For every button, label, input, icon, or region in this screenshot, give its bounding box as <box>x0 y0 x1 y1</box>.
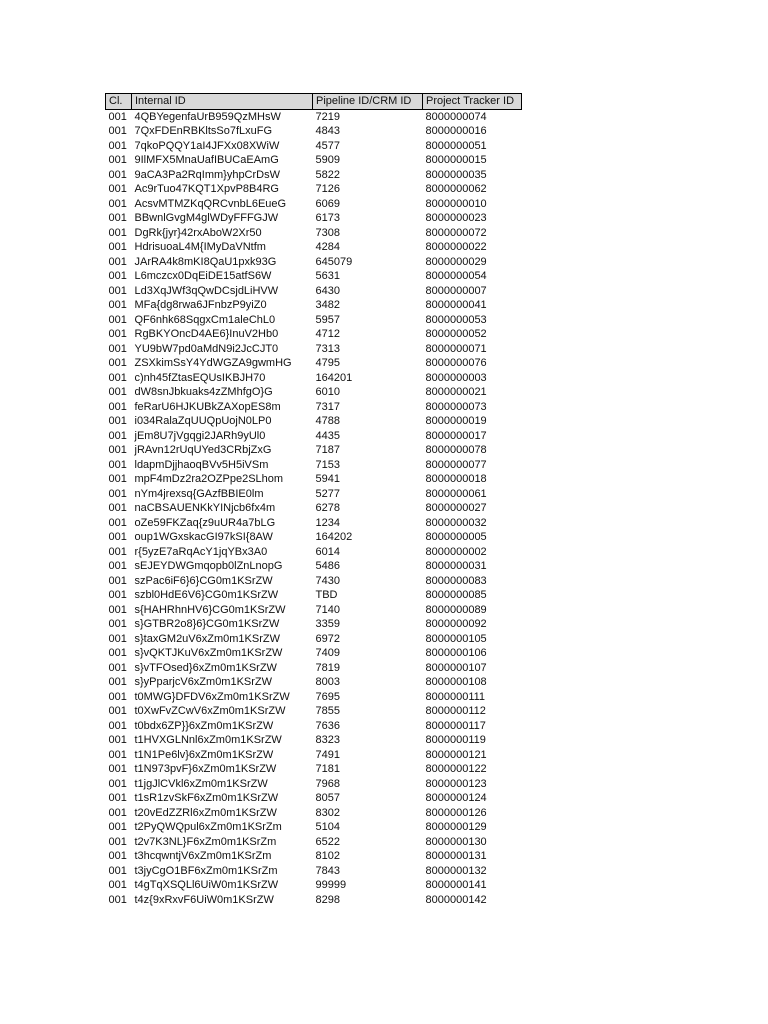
cell-cl: 001 <box>108 560 127 572</box>
table-row <box>106 342 522 357</box>
cell-project-tracker-id: 8000000122 <box>425 763 487 775</box>
cell-pipeline-id: 6972 <box>315 632 340 645</box>
table-row <box>106 139 522 154</box>
cell-cl: 001 <box>108 168 127 181</box>
cell-project-tracker-id: 8000000061 <box>425 487 487 500</box>
cell-pipeline-id: 7409 <box>315 647 340 659</box>
cell-project-tracker-id: 8000000002 <box>425 545 487 558</box>
cell-cl: 001 <box>108 357 127 369</box>
cell-cl: 001 <box>108 212 127 224</box>
cell-internal-id: 9IlMFX5MnaUafIBUCaEAmG <box>134 154 279 166</box>
cell-project-tracker-id: 8000000015 <box>425 154 487 166</box>
table-row <box>106 849 522 864</box>
cell-pipeline-id: 7219 <box>315 110 340 123</box>
cell-internal-id: t3hcqwntjV6xZm0m1KSrZm <box>134 850 272 862</box>
cell-internal-id: 4QBYegenfaUrB959QzMHsW <box>134 110 281 123</box>
cell-cl: 001 <box>108 473 127 485</box>
table-row <box>106 109 522 124</box>
cell-project-tracker-id: 8000000022 <box>425 241 487 253</box>
cell-cl: 001 <box>108 226 127 239</box>
table-row <box>106 124 522 139</box>
cell-project-tracker-id: 8000000023 <box>425 212 487 224</box>
cell-pipeline-id: 645079 <box>315 255 353 268</box>
cell-internal-id: szPac6iF6}6}CG0m1KSrZW <box>134 574 273 587</box>
table-row <box>106 733 522 748</box>
column-header-cl: Cl. <box>106 94 132 110</box>
table-row <box>106 327 522 342</box>
cell-cl: 001 <box>108 342 127 355</box>
cell-project-tracker-id: 8000000111 <box>425 690 486 703</box>
table-row <box>106 574 522 589</box>
cell-project-tracker-id: 8000000017 <box>425 429 487 442</box>
cell-project-tracker-id: 8000000129 <box>425 821 487 833</box>
cell-cl: 001 <box>108 850 127 862</box>
cell-cl: 001 <box>108 110 127 123</box>
cell-internal-id: s}yPparjcV6xZm0m1KSrZW <box>134 676 273 688</box>
cell-pipeline-id: 5941 <box>315 473 340 485</box>
cell-internal-id: jEm8U7jVgqgi2JARh9yUl0 <box>134 429 266 442</box>
cell-internal-id: oZe59FKZaq{z9uUR4a7bLG <box>134 516 276 529</box>
cell-cl: 001 <box>108 516 127 529</box>
cell-internal-id: s}vTFOsed}6xZm0m1KSrZW <box>134 661 277 674</box>
cell-cl: 001 <box>108 284 127 297</box>
cell-internal-id: t1sR1zvSkF6xZm0m1KSrZW <box>134 792 279 804</box>
cell-cl: 001 <box>108 125 127 137</box>
cell-internal-id: DgRk{jyr}42rxAboW2Xr50 <box>134 226 262 239</box>
table-row <box>106 356 522 371</box>
cell-cl: 001 <box>108 835 127 848</box>
cell-cl: 001 <box>108 879 127 891</box>
cell-project-tracker-id: 8000000051 <box>425 139 487 152</box>
cell-project-tracker-id: 8000000112 <box>425 705 486 717</box>
cell-cl: 001 <box>108 603 127 616</box>
cell-project-tracker-id: 8000000027 <box>425 502 487 514</box>
cell-internal-id: AcsvMTMZKqQRCvnbL6EueG <box>134 197 287 210</box>
cell-cl: 001 <box>108 589 127 601</box>
cell-cl: 001 <box>108 748 127 761</box>
table-row <box>106 617 522 632</box>
table-row <box>106 704 522 719</box>
table-row <box>106 487 522 502</box>
cell-project-tracker-id: 8000000083 <box>425 574 487 587</box>
cell-cl: 001 <box>108 705 127 717</box>
cell-pipeline-id: 8298 <box>315 893 340 906</box>
table-row <box>106 284 522 299</box>
cell-project-tracker-id: 8000000018 <box>425 473 487 485</box>
cell-pipeline-id: 5277 <box>315 487 340 500</box>
cell-cl: 001 <box>108 893 127 906</box>
cell-project-tracker-id: 8000000107 <box>425 661 487 674</box>
cell-pipeline-id: 7430 <box>315 574 340 587</box>
cell-internal-id: HdrisuoaL4M{IMyDaVNtfm <box>134 241 266 253</box>
cell-cl: 001 <box>108 545 127 558</box>
table-row <box>106 806 522 821</box>
cell-project-tracker-id: 8000000132 <box>425 864 487 877</box>
cell-pipeline-id: 5104 <box>315 821 340 833</box>
cell-pipeline-id: 5957 <box>315 313 340 326</box>
cell-cl: 001 <box>108 531 127 543</box>
cell-cl: 001 <box>108 400 127 413</box>
cell-pipeline-id: 8323 <box>315 734 340 746</box>
table-row <box>106 240 522 255</box>
cell-pipeline-id: 7313 <box>315 342 340 355</box>
table-row <box>106 472 522 487</box>
cell-project-tracker-id: 8000000073 <box>425 400 487 413</box>
cell-pipeline-id: 7140 <box>315 603 340 616</box>
table-row <box>106 501 522 516</box>
cell-project-tracker-id: 8000000108 <box>425 676 487 688</box>
cell-cl: 001 <box>108 763 127 775</box>
table-row <box>106 559 522 574</box>
cell-project-tracker-id: 8000000092 <box>425 618 487 630</box>
table-row <box>106 820 522 835</box>
cell-internal-id: 7QxFDEnRBKltsSo7fLxuFG <box>134 125 273 137</box>
cell-cl: 001 <box>108 806 127 819</box>
cell-cl: 001 <box>108 139 127 152</box>
cell-pipeline-id: 4284 <box>315 241 340 253</box>
cell-cl: 001 <box>108 299 127 311</box>
table-row <box>106 530 522 545</box>
cell-cl: 001 <box>108 444 127 456</box>
table-body <box>106 109 522 907</box>
table-row <box>106 443 522 458</box>
column-header-internal-id: Internal ID <box>132 94 313 110</box>
cell-pipeline-id: 7491 <box>315 748 340 761</box>
table-row <box>106 458 522 473</box>
cell-internal-id: t3jyCgO1BF6xZm0m1KSrZm <box>134 864 278 877</box>
cell-project-tracker-id: 8000000053 <box>425 313 487 326</box>
cell-pipeline-id: 7317 <box>315 400 340 413</box>
cell-internal-id: JArRA4k8mKI8QaU1pxk93G <box>134 255 277 268</box>
cell-pipeline-id: 7843 <box>315 864 340 877</box>
cell-internal-id: c)nh45fZtasEQUsIKBJH70 <box>134 371 266 384</box>
cell-internal-id: t1HVXGLNnl6xZm0m1KSrZW <box>134 734 282 746</box>
cell-internal-id: ldapmDjjhaoqBVv5H5iVSm <box>134 458 269 471</box>
cell-cl: 001 <box>108 154 127 166</box>
cell-pipeline-id: 164202 <box>315 531 353 543</box>
cell-internal-id: mpF4mDz2ra2OZPpe2SLhom <box>134 473 284 485</box>
cell-pipeline-id: 4435 <box>315 429 340 442</box>
cell-cl: 001 <box>108 255 127 268</box>
cell-cl: 001 <box>108 661 127 674</box>
table-row <box>106 400 522 415</box>
table-row <box>106 878 522 893</box>
cell-cl: 001 <box>108 328 127 340</box>
cell-project-tracker-id: 8000000089 <box>425 603 487 616</box>
cell-project-tracker-id: 8000000031 <box>425 560 487 572</box>
table-row <box>106 748 522 763</box>
cell-cl: 001 <box>108 197 127 210</box>
cell-project-tracker-id: 8000000029 <box>425 255 487 268</box>
table-row <box>106 545 522 560</box>
header-row <box>106 94 522 110</box>
cell-cl: 001 <box>108 458 127 471</box>
cell-internal-id: t0XwFvZCwV6xZm0m1KSrZW <box>134 705 286 717</box>
cell-pipeline-id: 8102 <box>315 850 340 862</box>
cell-project-tracker-id: 8000000074 <box>425 110 487 123</box>
cell-cl: 001 <box>108 386 127 398</box>
cell-internal-id: t0bdx6ZP}}6xZm0m1KSrZW <box>134 719 274 732</box>
cell-internal-id: t1N1Pe6lv}6xZm0m1KSrZW <box>134 748 274 761</box>
table-row <box>106 168 522 183</box>
cell-internal-id: BBwnlGvgM4glWDyFFFGJW <box>134 212 279 224</box>
cell-project-tracker-id: 8000000141 <box>425 879 487 891</box>
cell-internal-id: jRAvn12rUqUYed3CRbjZxG <box>134 444 272 456</box>
cell-pipeline-id: 8003 <box>315 676 340 688</box>
column-header-pipeline-id: Pipeline ID/CRM ID <box>313 94 423 110</box>
cell-pipeline-id: 99999 <box>315 879 347 891</box>
cell-pipeline-id: 5909 <box>315 154 340 166</box>
cell-internal-id: t1N973pvF}6xZm0m1KSrZW <box>134 763 277 775</box>
cell-internal-id: 7qkoPQQY1aI4JFXx08XWiW <box>134 139 280 152</box>
cell-project-tracker-id: 8000000032 <box>425 516 487 529</box>
cell-project-tracker-id: 8000000010 <box>425 197 487 210</box>
cell-internal-id: ZSXkimSsY4YdWGZA9gwmHG <box>134 357 292 369</box>
cell-internal-id: naCBSAUENKkYINjcb6fx4m <box>134 502 276 514</box>
cell-pipeline-id: 8057 <box>315 792 340 804</box>
cell-cl: 001 <box>108 792 127 804</box>
cell-pipeline-id: 4577 <box>315 139 340 152</box>
column-header-project-tracker-id: Project Tracker ID <box>423 94 522 110</box>
table-row <box>106 893 522 908</box>
cell-internal-id: Ld3XqJWf3qQwDCsjdLiHVW <box>134 284 279 297</box>
cell-project-tracker-id: 8000000130 <box>425 835 487 848</box>
table-row <box>106 298 522 313</box>
cell-pipeline-id: 7636 <box>315 719 340 732</box>
cell-project-tracker-id: 8000000126 <box>425 806 487 819</box>
cell-pipeline-id: 3482 <box>315 299 340 311</box>
cell-internal-id: L6mczcx0DqEiDE15atfS6W <box>134 270 272 282</box>
table-row <box>106 719 522 734</box>
cell-internal-id: YU9bW7pd0aMdN9i2JcCJT0 <box>134 342 279 355</box>
cell-project-tracker-id: 8000000078 <box>425 444 487 456</box>
cell-cl: 001 <box>108 690 127 703</box>
cell-project-tracker-id: 8000000019 <box>425 415 487 427</box>
cell-pipeline-id: 7187 <box>315 444 340 456</box>
cell-pipeline-id: 5631 <box>315 270 340 282</box>
cell-pipeline-id: 7695 <box>315 690 340 703</box>
cell-project-tracker-id: 8000000105 <box>425 632 487 645</box>
cell-project-tracker-id: 8000000007 <box>425 284 487 297</box>
table-row <box>106 153 522 168</box>
cell-pipeline-id: 4843 <box>315 125 340 137</box>
cell-cl: 001 <box>108 429 127 442</box>
cell-internal-id: r{5yzE7aRqAcY1jqYBx3A0 <box>134 545 268 558</box>
cell-project-tracker-id: 8000000119 <box>425 734 486 746</box>
cell-pipeline-id: 4788 <box>315 415 340 427</box>
cell-cl: 001 <box>108 821 127 833</box>
cell-pipeline-id: 6069 <box>315 197 340 210</box>
table-row <box>106 864 522 879</box>
table-row <box>106 429 522 444</box>
cell-pipeline-id: 3359 <box>315 618 340 630</box>
cell-cl: 001 <box>108 647 127 659</box>
cell-cl: 001 <box>108 618 127 630</box>
cell-cl: 001 <box>108 183 127 195</box>
cell-internal-id: s}GTBR2o8}6}CG0m1KSrZW <box>134 618 280 630</box>
cell-project-tracker-id: 8000000071 <box>425 342 487 355</box>
cell-project-tracker-id: 8000000003 <box>425 371 487 384</box>
table-row <box>106 269 522 284</box>
cell-internal-id: QF6nhk68SqgxCm1aleChL0 <box>134 313 276 326</box>
cell-internal-id: t20vEdZZRl6xZm0m1KSrZW <box>134 806 277 819</box>
table-row <box>106 588 522 603</box>
cell-cl: 001 <box>108 487 127 500</box>
table-row <box>106 182 522 197</box>
cell-project-tracker-id: 8000000052 <box>425 328 487 340</box>
cell-cl: 001 <box>108 415 127 427</box>
table-row <box>106 791 522 806</box>
cell-internal-id: nYm4jrexsq{GAzfBBIE0lm <box>134 487 264 500</box>
cell-cl: 001 <box>108 676 127 688</box>
cell-project-tracker-id: 8000000076 <box>425 357 487 369</box>
cell-internal-id: s}vQKTJKuV6xZm0m1KSrZW <box>134 647 283 659</box>
cell-pipeline-id: 7855 <box>315 705 340 717</box>
cell-cl: 001 <box>108 241 127 253</box>
cell-pipeline-id: 6430 <box>315 284 340 297</box>
cell-cl: 001 <box>108 313 127 326</box>
cell-pipeline-id: 6522 <box>315 835 340 848</box>
cell-pipeline-id: 8302 <box>315 806 340 819</box>
cell-pipeline-id: 4795 <box>315 357 340 369</box>
cell-project-tracker-id: 8000000077 <box>425 458 487 471</box>
cell-pipeline-id: 7968 <box>315 777 340 790</box>
cell-cl: 001 <box>108 632 127 645</box>
cell-pipeline-id: 6010 <box>315 386 340 398</box>
cell-internal-id: MFa{dg8rwa6JFnbzP9yiZ0 <box>134 299 267 311</box>
cell-pipeline-id: 164201 <box>315 371 353 384</box>
cell-internal-id: dW8snJbkuaks4zZMhfgO}G <box>134 386 273 398</box>
table-row <box>106 646 522 661</box>
table-row <box>106 516 522 531</box>
cell-internal-id: t2PyQWQpul6xZm0m1KSrZm <box>134 821 282 833</box>
cell-project-tracker-id: 8000000035 <box>425 168 487 181</box>
cell-pipeline-id: 7819 <box>315 661 340 674</box>
table-row <box>106 371 522 386</box>
cell-internal-id: feRarU6HJKUBkZAXopES8m <box>134 400 281 413</box>
table-row <box>106 255 522 270</box>
cell-project-tracker-id: 8000000041 <box>425 299 487 311</box>
table-row <box>106 690 522 705</box>
cell-internal-id: RgBKYOncD4AE6}InuV2Hb0 <box>134 328 279 340</box>
cell-pipeline-id: 6014 <box>315 545 340 558</box>
table-row <box>106 762 522 777</box>
cell-cl: 001 <box>108 864 127 877</box>
cell-project-tracker-id: 8000000106 <box>425 647 487 659</box>
cell-pipeline-id: 5822 <box>315 168 340 181</box>
cell-internal-id: t1jgJlCVkl6xZm0m1KSrZW <box>134 777 268 790</box>
table-row <box>106 661 522 676</box>
cell-project-tracker-id: 8000000062 <box>425 183 487 195</box>
cell-internal-id: 9aCA3Pa2RqImm}yhpCrDsW <box>134 168 280 181</box>
table-row <box>106 675 522 690</box>
cell-internal-id: t4z{9xRxvF6UiW0m1KSrZW <box>134 893 274 906</box>
cell-internal-id: s}taxGM2uV6xZm0m1KSrZW <box>134 632 280 645</box>
cell-project-tracker-id: 8000000072 <box>425 226 487 239</box>
cell-cl: 001 <box>108 777 127 790</box>
cell-internal-id: s{HAHRhnHV6}CG0m1KSrZW <box>134 603 286 616</box>
cell-project-tracker-id: 8000000021 <box>425 386 487 398</box>
cell-internal-id: szbl0HdE6V6}CG0m1KSrZW <box>134 589 279 601</box>
id-mapping-table <box>105 93 522 907</box>
cell-cl: 001 <box>108 574 127 587</box>
table-row <box>106 385 522 400</box>
cell-project-tracker-id: 8000000142 <box>425 893 487 906</box>
table-row <box>106 835 522 850</box>
table-row <box>106 211 522 226</box>
cell-internal-id: oup1WGxskacGI97kSI{8AW <box>134 531 273 543</box>
table-row <box>106 226 522 241</box>
cell-internal-id: t0MWG}DFDV6xZm0m1KSrZW <box>134 690 290 703</box>
cell-project-tracker-id: 8000000131 <box>425 850 487 862</box>
cell-pipeline-id: 7181 <box>315 763 340 775</box>
table-row <box>106 603 522 618</box>
cell-pipeline-id: 6173 <box>315 212 340 224</box>
cell-project-tracker-id: 8000000124 <box>425 792 487 804</box>
cell-pipeline-id: 6278 <box>315 502 340 514</box>
cell-cl: 001 <box>108 502 127 514</box>
cell-pipeline-id: 4712 <box>315 328 340 340</box>
cell-internal-id: i034RalaZqUUQpUojN0LP0 <box>134 415 272 427</box>
cell-project-tracker-id: 8000000054 <box>425 270 487 282</box>
table-row <box>106 197 522 212</box>
table-row <box>106 632 522 647</box>
cell-internal-id: sEJEYDWGmqopb0lZnLnopG <box>134 560 283 572</box>
cell-pipeline-id: 7153 <box>315 458 340 471</box>
cell-project-tracker-id: 8000000123 <box>425 777 487 790</box>
cell-cl: 001 <box>108 719 127 732</box>
cell-internal-id: Ac9rTuo47KQT1XpvP8B4RG <box>134 183 279 195</box>
cell-cl: 001 <box>108 734 127 746</box>
cell-pipeline-id: TBD <box>315 589 338 601</box>
cell-pipeline-id: 7308 <box>315 226 340 239</box>
table-row <box>106 777 522 792</box>
cell-internal-id: t4gTqXSQLl6UiW0m1KSrZW <box>134 879 279 891</box>
table-row <box>106 313 522 328</box>
cell-pipeline-id: 7126 <box>315 183 340 195</box>
table-row <box>106 414 522 429</box>
cell-pipeline-id: 1234 <box>315 516 340 529</box>
cell-project-tracker-id: 8000000085 <box>425 589 487 601</box>
cell-cl: 001 <box>108 270 127 282</box>
cell-internal-id: t2v7K3NL}F6xZm0m1KSrZm <box>134 835 277 848</box>
cell-pipeline-id: 5486 <box>315 560 340 572</box>
cell-project-tracker-id: 8000000016 <box>425 125 487 137</box>
cell-project-tracker-id: 8000000005 <box>425 531 487 543</box>
cell-cl: 001 <box>108 371 127 384</box>
cell-project-tracker-id: 8000000121 <box>425 748 487 761</box>
cell-project-tracker-id: 8000000117 <box>425 719 486 732</box>
